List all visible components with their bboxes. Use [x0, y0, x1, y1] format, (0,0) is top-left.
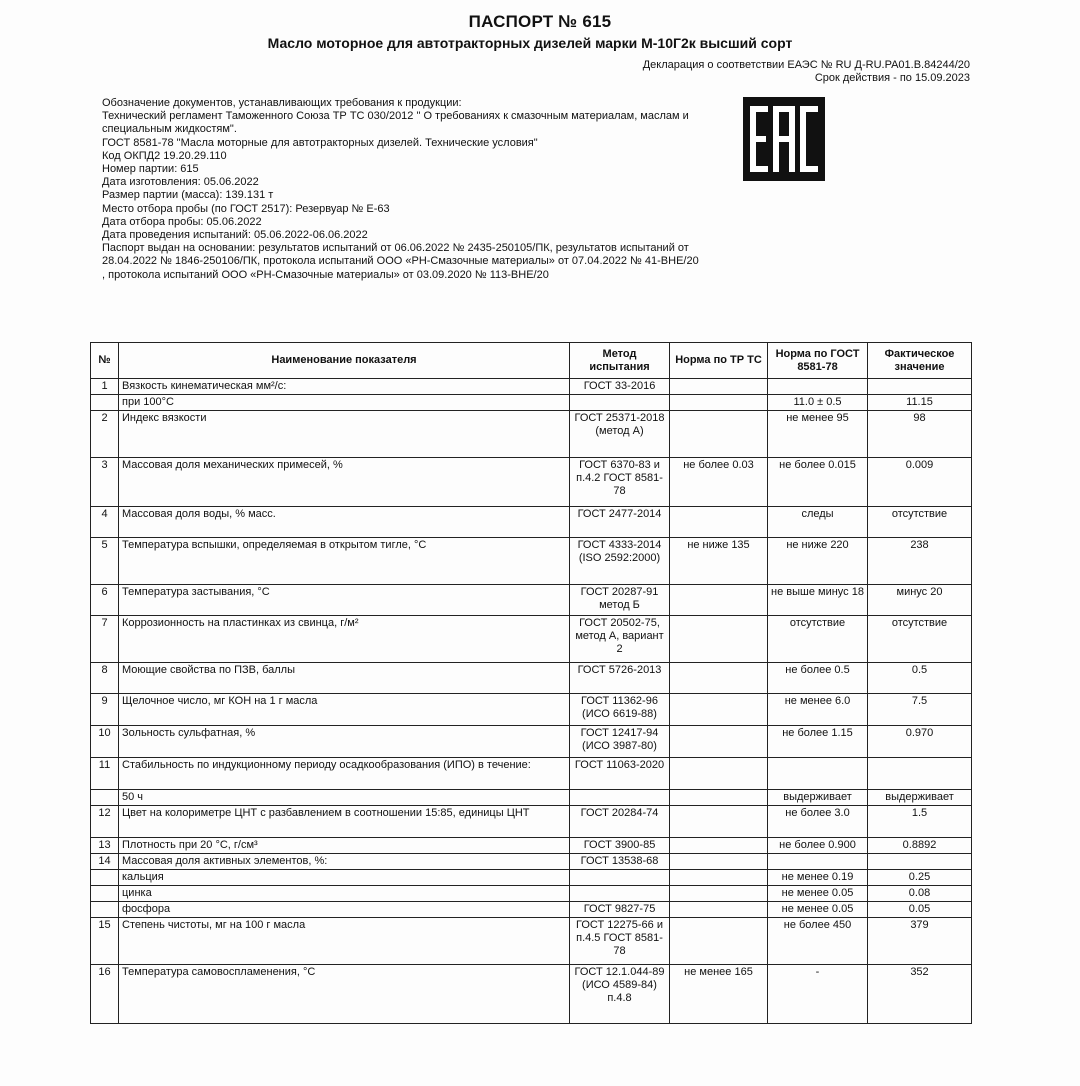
row-number-cell: [91, 395, 119, 411]
test-method-cell: [570, 790, 670, 806]
row-number-cell: 7: [91, 616, 119, 663]
row-number-cell: 5: [91, 538, 119, 585]
actual-value-cell: 238: [868, 538, 972, 585]
gost-norm-cell: [768, 379, 868, 395]
tr-norm-cell: не ниже 135: [670, 538, 768, 585]
document-title: ПАСПОРТ № 615: [468, 12, 612, 31]
tr-norm-cell: [670, 507, 768, 538]
col-header-name: Наименование показателя: [119, 343, 570, 379]
test-method-cell: ГОСТ 6370-83 и п.4.2 ГОСТ 8581-78: [570, 458, 670, 507]
row-number-cell: [91, 870, 119, 886]
actual-value-cell: 0.08: [868, 886, 972, 902]
actual-value-cell: 7.5: [868, 694, 972, 726]
document-info-block: [102, 97, 732, 282]
tr-norm-cell: [670, 726, 768, 758]
test-method-cell: ГОСТ 12.1.044-89 (ИСО 4589-84) п.4.8: [570, 965, 670, 1024]
info-line: Обозначение документов, устанавливающих требования к продукции:: [102, 97, 462, 109]
test-method-cell: ГОСТ 2477-2014: [570, 507, 670, 538]
info-line: специальным жидкостям".: [102, 123, 237, 136]
table-row: [91, 694, 972, 726]
test-method-cell: ГОСТ 13538-68: [570, 854, 670, 870]
tr-norm-cell: не более 0.03: [670, 458, 768, 507]
gost-norm-cell: не более 0.900: [768, 838, 868, 854]
test-method-cell: ГОСТ 20287-91 метод Б: [570, 585, 670, 616]
row-number-cell: 16: [91, 965, 119, 1024]
info-line: Дата проведения испытаний: 05.06.2022-06.06.2022: [102, 229, 368, 242]
table-row: [91, 726, 972, 758]
indicator-name-cell: Моющие свойства по ПЗВ, баллы: [119, 663, 570, 694]
test-method-cell: ГОСТ 5726-2013: [570, 663, 670, 694]
info-line: Дата отбора пробы: 05.06.2022: [102, 215, 262, 228]
row-number-cell: 15: [91, 918, 119, 965]
actual-value-cell: [868, 854, 972, 870]
row-number-cell: 1: [91, 379, 119, 395]
info-line: Дата изготовления: 05.06.2022: [102, 176, 259, 189]
indicator-name-cell: Плотность при 20 °С, г/см³: [119, 838, 570, 854]
indicators-table: [90, 342, 972, 1024]
tr-norm-cell: [670, 886, 768, 902]
table-row: [91, 790, 972, 806]
table-row: [91, 854, 972, 870]
gost-norm-cell: не более 0.015: [768, 458, 868, 507]
test-method-cell: ГОСТ 9827-75: [570, 902, 670, 918]
actual-value-cell: 379: [868, 918, 972, 965]
gost-norm-cell: не менее 0.19: [768, 870, 868, 886]
tr-norm-cell: [670, 758, 768, 790]
table-row: [91, 838, 972, 854]
table-row: [91, 663, 972, 694]
indicator-name-cell: Коррозионность на пластинках из свинца, г/м²: [119, 616, 570, 663]
table-header-row: [91, 343, 972, 379]
actual-value-cell: выдерживает: [868, 790, 972, 806]
declaration-line: Декларация о соответствии ЕАЭС № RU Д-RU.PA01.B.84244/20: [642, 59, 970, 71]
info-line: , протокола испытаний ООО «РН-Смазочные материалы» от 03.09.2020 № 113-ВНЕ/20: [102, 268, 549, 281]
indicator-name-cell: Индекс вязкости: [119, 411, 570, 458]
actual-value-cell: 0.970: [868, 726, 972, 758]
test-method-cell: ГОСТ 20502-75, метод А, вариант 2: [570, 616, 670, 663]
table-row: [91, 458, 972, 507]
indicator-name-cell: Массовая доля воды, % масс.: [119, 507, 570, 538]
actual-value-cell: 0.8892: [868, 838, 972, 854]
test-method-cell: [570, 870, 670, 886]
tr-norm-cell: не менее 165: [670, 965, 768, 1024]
info-line: Код ОКПД2 19.20.29.110: [102, 149, 227, 162]
table-row: [91, 870, 972, 886]
actual-value-cell: [868, 379, 972, 395]
eac-logo: [743, 97, 825, 181]
gost-norm-cell: не ниже 220: [768, 538, 868, 585]
test-method-cell: [570, 886, 670, 902]
col-header-method: Метод испытания: [570, 343, 670, 379]
table-row: [91, 806, 972, 838]
tr-norm-cell: [670, 694, 768, 726]
gost-norm-cell: не более 0.5: [768, 663, 868, 694]
table-row: [91, 965, 972, 1024]
test-method-cell: ГОСТ 11362-96 (ИСО 6619-88): [570, 694, 670, 726]
gost-norm-cell: не более 3.0: [768, 806, 868, 838]
actual-value-cell: [868, 758, 972, 790]
actual-value-cell: 11.15: [868, 395, 972, 411]
row-number-cell: [91, 886, 119, 902]
gost-norm-cell: не менее 0.05: [768, 902, 868, 918]
row-number-cell: 12: [91, 806, 119, 838]
actual-value-cell: 0.05: [868, 902, 972, 918]
tr-norm-cell: [670, 790, 768, 806]
table-row: [91, 886, 972, 902]
row-number-cell: 2: [91, 411, 119, 458]
gost-norm-cell: не более 450: [768, 918, 868, 965]
validity-line: Срок действия - по 15.09.2023: [814, 72, 970, 84]
tr-norm-cell: [670, 585, 768, 616]
actual-value-cell: минус 20: [868, 585, 972, 616]
gost-norm-cell: следы: [768, 507, 868, 538]
table-row: [91, 507, 972, 538]
gost-norm-cell: не выше минус 18: [768, 585, 868, 616]
info-line: 28.04.2022 № 1846-250106/ПК, протокола испытаний ООО «РН-Смазочные материалы» от 07.04.2022 № 41-ВНЕ/20: [102, 255, 699, 268]
actual-value-cell: 0.5: [868, 663, 972, 694]
info-line: Размер партии (масса): 139.131 т: [102, 189, 274, 202]
row-number-cell: 8: [91, 663, 119, 694]
tr-norm-cell: [670, 395, 768, 411]
info-line: Паспорт выдан на основании: результатов испытаний от 06.06.2022 № 2435-250105/ПК, результатов испытаний от: [102, 242, 689, 255]
row-number-cell: [91, 902, 119, 918]
indicator-name-cell: фосфора: [119, 902, 570, 918]
table-row: [91, 918, 972, 965]
gost-norm-cell: не менее 6.0: [768, 694, 868, 726]
actual-value-cell: 0.25: [868, 870, 972, 886]
indicator-name-cell: кальция: [119, 870, 570, 886]
info-line: Место отбора пробы (по ГОСТ 2517): Резервуар № Е-63: [102, 202, 390, 215]
info-line: Технический регламент Таможенного Союза ТР ТС 030/2012 " О требованиях к смазочным материалам, маслам и: [102, 110, 689, 123]
tr-norm-cell: [670, 870, 768, 886]
table-row: [91, 758, 972, 790]
indicator-name-cell: Цвет на колориметре ЦНТ с разбавлением в соотношении 15:85, единицы ЦНТ: [119, 806, 570, 838]
row-number-cell: 6: [91, 585, 119, 616]
gost-norm-cell: [768, 854, 868, 870]
actual-value-cell: 0.009: [868, 458, 972, 507]
gost-norm-cell: не менее 0.05: [768, 886, 868, 902]
col-header-gost-norm: Норма по ГОСТ 8581-78: [768, 343, 868, 379]
row-number-cell: 3: [91, 458, 119, 507]
table-row: [91, 538, 972, 585]
indicator-name-cell: Вязкость кинематическая мм²/с:: [119, 379, 570, 395]
indicator-name-cell: 50 ч: [119, 790, 570, 806]
row-number-cell: 11: [91, 758, 119, 790]
indicator-name-cell: Температура застывания, °С: [119, 585, 570, 616]
actual-value-cell: 98: [868, 411, 972, 458]
tr-norm-cell: [670, 854, 768, 870]
tr-norm-cell: [670, 806, 768, 838]
test-method-cell: ГОСТ 11063-2020: [570, 758, 670, 790]
test-method-cell: ГОСТ 12417-94 (ИСО 3987-80): [570, 726, 670, 758]
test-method-cell: [570, 395, 670, 411]
info-line: Номер партии: 615: [102, 163, 199, 176]
tr-norm-cell: [670, 838, 768, 854]
actual-value-cell: 352: [868, 965, 972, 1024]
row-number-cell: 4: [91, 507, 119, 538]
test-method-cell: ГОСТ 25371-2018 (метод А): [570, 411, 670, 458]
gost-norm-cell: не более 1.15: [768, 726, 868, 758]
row-number-cell: 9: [91, 694, 119, 726]
test-method-cell: ГОСТ 33-2016: [570, 379, 670, 395]
indicator-name-cell: цинка: [119, 886, 570, 902]
row-number-cell: 14: [91, 854, 119, 870]
indicator-name-cell: Щелочное число, мг КОН на 1 г масла: [119, 694, 570, 726]
tr-norm-cell: [670, 379, 768, 395]
tr-norm-cell: [670, 411, 768, 458]
indicator-name-cell: при 100°С: [119, 395, 570, 411]
row-number-cell: 10: [91, 726, 119, 758]
gost-norm-cell: 11.0 ± 0.5: [768, 395, 868, 411]
info-line: ГОСТ 8581-78 "Масла моторные для автотракторных дизелей. Технические условия": [102, 136, 538, 149]
row-number-cell: [91, 790, 119, 806]
table-row: [91, 902, 972, 918]
gost-norm-cell: -: [768, 965, 868, 1024]
indicator-name-cell: Степень чистоты, мг на 100 г масла: [119, 918, 570, 965]
indicator-name-cell: Массовая доля механических примесей, %: [119, 458, 570, 507]
table-row: [91, 411, 972, 458]
table-row: [91, 395, 972, 411]
table-row: [91, 585, 972, 616]
test-method-cell: ГОСТ 12275-66 и п.4.5 ГОСТ 8581-78: [570, 918, 670, 965]
tr-norm-cell: [670, 918, 768, 965]
row-number-cell: 13: [91, 838, 119, 854]
col-header-number: №: [91, 343, 119, 379]
tr-norm-cell: [670, 616, 768, 663]
test-method-cell: ГОСТ 20284-74: [570, 806, 670, 838]
indicator-name-cell: Стабильность по индукционному периоду осадкообразования (ИПО) в течение:: [119, 758, 570, 790]
actual-value-cell: отсутствие: [868, 616, 972, 663]
test-method-cell: ГОСТ 3900-85: [570, 838, 670, 854]
table-row: [91, 616, 972, 663]
indicator-name-cell: Температура самовоспламенения, °С: [119, 965, 570, 1024]
table-row: [91, 379, 972, 395]
test-method-cell: ГОСТ 4333-2014 (ISO 2592:2000): [570, 538, 670, 585]
gost-norm-cell: отсутствие: [768, 616, 868, 663]
indicator-name-cell: Зольность сульфатная, %: [119, 726, 570, 758]
actual-value-cell: 1.5: [868, 806, 972, 838]
indicator-name-cell: Массовая доля активных элементов, %:: [119, 854, 570, 870]
gost-norm-cell: [768, 758, 868, 790]
actual-value-cell: отсутствие: [868, 507, 972, 538]
gost-norm-cell: выдерживает: [768, 790, 868, 806]
document-subtitle: Масло моторное для автотракторных дизелей марки М-10Г2к высший сорт: [267, 35, 793, 51]
indicator-name-cell: Температура вспышки, определяемая в открытом тигле, °С: [119, 538, 570, 585]
col-header-actual: Фактическое значение: [868, 343, 972, 379]
col-header-tr-norm: Норма по ТР ТС: [670, 343, 768, 379]
tr-norm-cell: [670, 902, 768, 918]
gost-norm-cell: не менее 95: [768, 411, 868, 458]
tr-norm-cell: [670, 663, 768, 694]
